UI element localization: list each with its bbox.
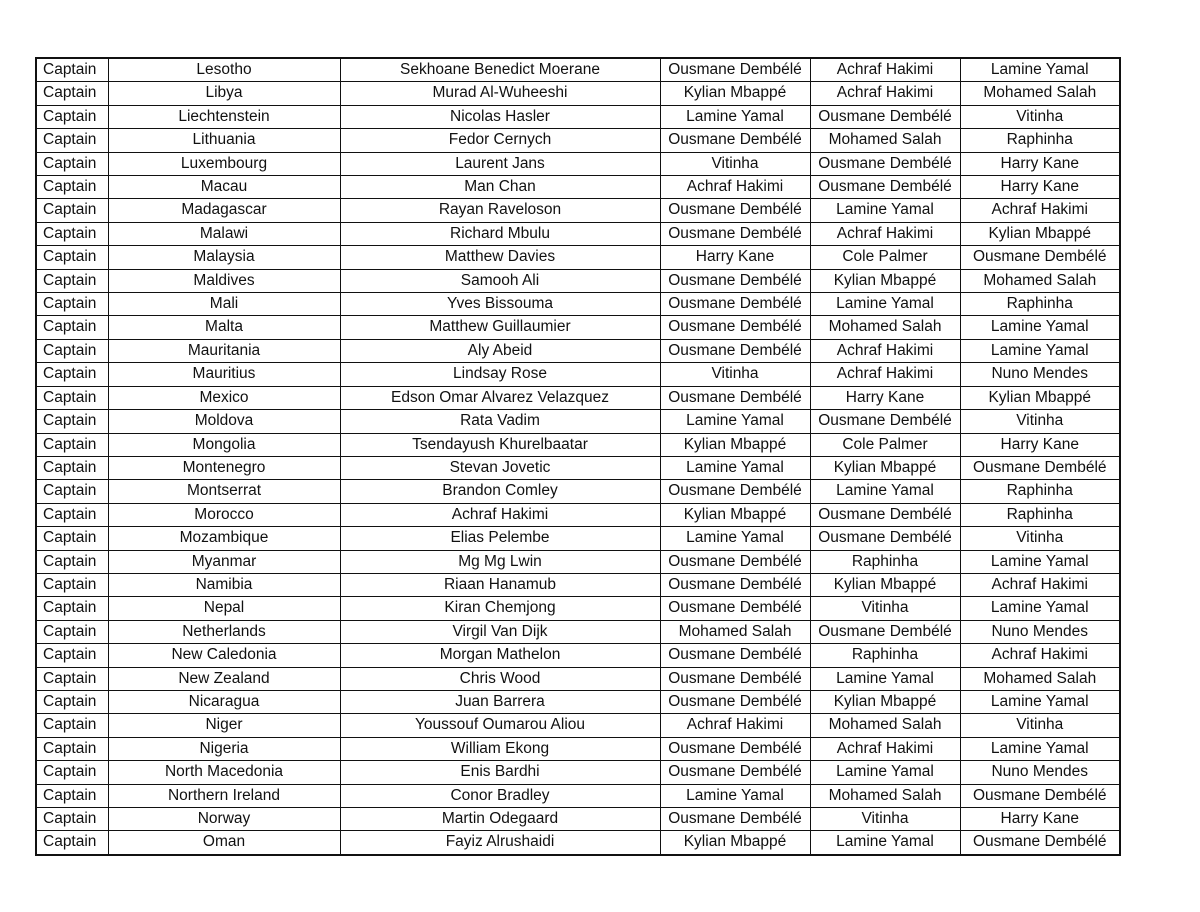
- table-row: [36, 152, 1120, 175]
- first-choice-cell: Lamine Yamal: [660, 105, 810, 128]
- country-cell: Madagascar: [108, 199, 340, 222]
- role-cell: Captain: [36, 105, 108, 128]
- captain-name-cell: Man Chan: [340, 176, 660, 199]
- second-choice-cell: Raphinha: [810, 644, 960, 667]
- role-cell: Captain: [36, 246, 108, 269]
- captain-name-cell: Matthew Guillaumier: [340, 316, 660, 339]
- second-choice-cell: Cole Palmer: [810, 246, 960, 269]
- first-choice-cell: Kylian Mbappé: [660, 831, 810, 855]
- country-cell: Morocco: [108, 503, 340, 526]
- role-cell: Captain: [36, 58, 108, 82]
- table-row: [36, 199, 1120, 222]
- role-cell: Captain: [36, 363, 108, 386]
- first-choice-cell: Ousmane Dembélé: [660, 761, 810, 784]
- role-cell: Captain: [36, 456, 108, 479]
- captain-name-cell: Stevan Jovetic: [340, 456, 660, 479]
- country-cell: New Caledonia: [108, 644, 340, 667]
- third-choice-cell: Ousmane Dembélé: [960, 246, 1120, 269]
- country-cell: Namibia: [108, 573, 340, 596]
- table-row: [36, 597, 1120, 620]
- role-cell: Captain: [36, 644, 108, 667]
- third-choice-cell: Harry Kane: [960, 433, 1120, 456]
- first-choice-cell: Ousmane Dembélé: [660, 480, 810, 503]
- country-cell: Mali: [108, 293, 340, 316]
- first-choice-cell: Ousmane Dembélé: [660, 269, 810, 292]
- role-cell: Captain: [36, 386, 108, 409]
- first-choice-cell: Ousmane Dembélé: [660, 316, 810, 339]
- captain-name-cell: Fedor Cernych: [340, 129, 660, 152]
- third-choice-cell: Harry Kane: [960, 176, 1120, 199]
- first-choice-cell: Ousmane Dembélé: [660, 222, 810, 245]
- role-cell: Captain: [36, 199, 108, 222]
- second-choice-cell: Kylian Mbappé: [810, 690, 960, 713]
- role-cell: Captain: [36, 503, 108, 526]
- third-choice-cell: Mohamed Salah: [960, 269, 1120, 292]
- first-choice-cell: Ousmane Dembélé: [660, 644, 810, 667]
- captain-name-cell: Juan Barrera: [340, 690, 660, 713]
- table-row: [36, 269, 1120, 292]
- votes-table-body: [36, 58, 1120, 855]
- captain-name-cell: Nicolas Hasler: [340, 105, 660, 128]
- country-cell: Oman: [108, 831, 340, 855]
- country-cell: Macau: [108, 176, 340, 199]
- third-choice-cell: Kylian Mbappé: [960, 222, 1120, 245]
- second-choice-cell: Mohamed Salah: [810, 129, 960, 152]
- captain-name-cell: Edson Omar Alvarez Velazquez: [340, 386, 660, 409]
- second-choice-cell: Mohamed Salah: [810, 316, 960, 339]
- table-row: [36, 410, 1120, 433]
- first-choice-cell: Ousmane Dembélé: [660, 573, 810, 596]
- third-choice-cell: Lamine Yamal: [960, 690, 1120, 713]
- first-choice-cell: Achraf Hakimi: [660, 714, 810, 737]
- country-cell: Nigeria: [108, 737, 340, 760]
- third-choice-cell: Vitinha: [960, 714, 1120, 737]
- country-cell: Nepal: [108, 597, 340, 620]
- first-choice-cell: Ousmane Dembélé: [660, 667, 810, 690]
- third-choice-cell: Vitinha: [960, 410, 1120, 433]
- table-row: [36, 737, 1120, 760]
- role-cell: Captain: [36, 690, 108, 713]
- second-choice-cell: Raphinha: [810, 550, 960, 573]
- second-choice-cell: Mohamed Salah: [810, 784, 960, 807]
- second-choice-cell: Vitinha: [810, 597, 960, 620]
- captain-name-cell: Tsendayush Khurelbaatar: [340, 433, 660, 456]
- second-choice-cell: Achraf Hakimi: [810, 82, 960, 105]
- third-choice-cell: Lamine Yamal: [960, 550, 1120, 573]
- second-choice-cell: Achraf Hakimi: [810, 222, 960, 245]
- role-cell: Captain: [36, 761, 108, 784]
- second-choice-cell: Achraf Hakimi: [810, 363, 960, 386]
- captain-name-cell: Martin Odegaard: [340, 808, 660, 831]
- country-cell: Netherlands: [108, 620, 340, 643]
- country-cell: Northern Ireland: [108, 784, 340, 807]
- first-choice-cell: Ousmane Dembélé: [660, 339, 810, 362]
- second-choice-cell: Achraf Hakimi: [810, 339, 960, 362]
- third-choice-cell: Mohamed Salah: [960, 82, 1120, 105]
- third-choice-cell: Lamine Yamal: [960, 737, 1120, 760]
- captain-name-cell: Elias Pelembe: [340, 527, 660, 550]
- table-row: [36, 246, 1120, 269]
- captain-name-cell: Aly Abeid: [340, 339, 660, 362]
- role-cell: Captain: [36, 129, 108, 152]
- table-row: [36, 550, 1120, 573]
- first-choice-cell: Ousmane Dembélé: [660, 690, 810, 713]
- role-cell: Captain: [36, 152, 108, 175]
- second-choice-cell: Cole Palmer: [810, 433, 960, 456]
- country-cell: Montserrat: [108, 480, 340, 503]
- third-choice-cell: Mohamed Salah: [960, 667, 1120, 690]
- country-cell: Nicaragua: [108, 690, 340, 713]
- role-cell: Captain: [36, 737, 108, 760]
- first-choice-cell: Kylian Mbappé: [660, 82, 810, 105]
- second-choice-cell: Lamine Yamal: [810, 667, 960, 690]
- third-choice-cell: Lamine Yamal: [960, 339, 1120, 362]
- first-choice-cell: Ousmane Dembélé: [660, 293, 810, 316]
- captain-name-cell: Chris Wood: [340, 667, 660, 690]
- third-choice-cell: Harry Kane: [960, 808, 1120, 831]
- role-cell: Captain: [36, 410, 108, 433]
- role-cell: Captain: [36, 597, 108, 620]
- table-row: [36, 644, 1120, 667]
- captain-name-cell: Morgan Mathelon: [340, 644, 660, 667]
- table-row: [36, 363, 1120, 386]
- third-choice-cell: Kylian Mbappé: [960, 386, 1120, 409]
- country-cell: Mexico: [108, 386, 340, 409]
- third-choice-cell: Raphinha: [960, 293, 1120, 316]
- country-cell: Mauritania: [108, 339, 340, 362]
- captain-name-cell: Rata Vadim: [340, 410, 660, 433]
- country-cell: Luxembourg: [108, 152, 340, 175]
- country-cell: Mauritius: [108, 363, 340, 386]
- country-cell: Myanmar: [108, 550, 340, 573]
- second-choice-cell: Kylian Mbappé: [810, 456, 960, 479]
- country-cell: Malaysia: [108, 246, 340, 269]
- table-row: [36, 386, 1120, 409]
- third-choice-cell: Raphinha: [960, 480, 1120, 503]
- first-choice-cell: Ousmane Dembélé: [660, 199, 810, 222]
- captain-name-cell: Matthew Davies: [340, 246, 660, 269]
- captain-name-cell: Virgil Van Dijk: [340, 620, 660, 643]
- third-choice-cell: Raphinha: [960, 503, 1120, 526]
- role-cell: Captain: [36, 714, 108, 737]
- country-cell: Niger: [108, 714, 340, 737]
- table-row: [36, 690, 1120, 713]
- table-row: [36, 527, 1120, 550]
- second-choice-cell: Lamine Yamal: [810, 293, 960, 316]
- captain-name-cell: William Ekong: [340, 737, 660, 760]
- role-cell: Captain: [36, 808, 108, 831]
- country-cell: Norway: [108, 808, 340, 831]
- third-choice-cell: Nuno Mendes: [960, 761, 1120, 784]
- third-choice-cell: Lamine Yamal: [960, 316, 1120, 339]
- table-row: [36, 503, 1120, 526]
- third-choice-cell: Lamine Yamal: [960, 597, 1120, 620]
- role-cell: Captain: [36, 480, 108, 503]
- captain-name-cell: Rayan Raveloson: [340, 199, 660, 222]
- captain-name-cell: Kiran Chemjong: [340, 597, 660, 620]
- first-choice-cell: Mohamed Salah: [660, 620, 810, 643]
- first-choice-cell: Vitinha: [660, 363, 810, 386]
- country-cell: Lithuania: [108, 129, 340, 152]
- first-choice-cell: Lamine Yamal: [660, 784, 810, 807]
- captain-name-cell: Murad Al-Wuheeshi: [340, 82, 660, 105]
- third-choice-cell: Ousmane Dembélé: [960, 456, 1120, 479]
- table-row: [36, 714, 1120, 737]
- role-cell: Captain: [36, 550, 108, 573]
- second-choice-cell: Ousmane Dembélé: [810, 410, 960, 433]
- role-cell: Captain: [36, 269, 108, 292]
- table-row: [36, 316, 1120, 339]
- country-cell: Lesotho: [108, 58, 340, 82]
- first-choice-cell: Ousmane Dembélé: [660, 550, 810, 573]
- country-cell: Malawi: [108, 222, 340, 245]
- second-choice-cell: Lamine Yamal: [810, 831, 960, 855]
- role-cell: Captain: [36, 667, 108, 690]
- table-row: [36, 784, 1120, 807]
- captain-name-cell: Conor Bradley: [340, 784, 660, 807]
- captain-name-cell: Lindsay Rose: [340, 363, 660, 386]
- second-choice-cell: Ousmane Dembélé: [810, 152, 960, 175]
- country-cell: Maldives: [108, 269, 340, 292]
- first-choice-cell: Ousmane Dembélé: [660, 597, 810, 620]
- table-row: [36, 667, 1120, 690]
- first-choice-cell: Ousmane Dembélé: [660, 129, 810, 152]
- first-choice-cell: Kylian Mbappé: [660, 503, 810, 526]
- captain-name-cell: Brandon Comley: [340, 480, 660, 503]
- second-choice-cell: Lamine Yamal: [810, 480, 960, 503]
- country-cell: North Macedonia: [108, 761, 340, 784]
- table-row: [36, 293, 1120, 316]
- first-choice-cell: Ousmane Dembélé: [660, 386, 810, 409]
- second-choice-cell: Kylian Mbappé: [810, 573, 960, 596]
- captain-name-cell: Laurent Jans: [340, 152, 660, 175]
- third-choice-cell: Vitinha: [960, 105, 1120, 128]
- table-row: [36, 176, 1120, 199]
- role-cell: Captain: [36, 176, 108, 199]
- country-cell: Malta: [108, 316, 340, 339]
- table-row: [36, 222, 1120, 245]
- second-choice-cell: Ousmane Dembélé: [810, 620, 960, 643]
- voting-sheet: [35, 57, 1119, 856]
- table-row: [36, 480, 1120, 503]
- role-cell: Captain: [36, 293, 108, 316]
- table-row: [36, 456, 1120, 479]
- captain-name-cell: Sekhoane Benedict Moerane: [340, 58, 660, 82]
- table-row: [36, 761, 1120, 784]
- captain-name-cell: Youssouf Oumarou Aliou: [340, 714, 660, 737]
- second-choice-cell: Lamine Yamal: [810, 199, 960, 222]
- first-choice-cell: Lamine Yamal: [660, 410, 810, 433]
- role-cell: Captain: [36, 339, 108, 362]
- second-choice-cell: Lamine Yamal: [810, 761, 960, 784]
- country-cell: Mongolia: [108, 433, 340, 456]
- second-choice-cell: Ousmane Dembélé: [810, 527, 960, 550]
- captain-name-cell: Mg Mg Lwin: [340, 550, 660, 573]
- role-cell: Captain: [36, 620, 108, 643]
- country-cell: Liechtenstein: [108, 105, 340, 128]
- first-choice-cell: Kylian Mbappé: [660, 433, 810, 456]
- role-cell: Captain: [36, 831, 108, 855]
- third-choice-cell: Lamine Yamal: [960, 58, 1120, 82]
- role-cell: Captain: [36, 316, 108, 339]
- third-choice-cell: Raphinha: [960, 129, 1120, 152]
- table-row: [36, 58, 1120, 82]
- second-choice-cell: Harry Kane: [810, 386, 960, 409]
- third-choice-cell: Harry Kane: [960, 152, 1120, 175]
- second-choice-cell: Mohamed Salah: [810, 714, 960, 737]
- third-choice-cell: Ousmane Dembélé: [960, 831, 1120, 855]
- country-cell: Moldova: [108, 410, 340, 433]
- captain-name-cell: Achraf Hakimi: [340, 503, 660, 526]
- table-row: [36, 339, 1120, 362]
- country-cell: Montenegro: [108, 456, 340, 479]
- captain-name-cell: Samooh Ali: [340, 269, 660, 292]
- table-row: [36, 433, 1120, 456]
- table-row: [36, 129, 1120, 152]
- table-row: [36, 573, 1120, 596]
- role-cell: Captain: [36, 527, 108, 550]
- first-choice-cell: Ousmane Dembélé: [660, 737, 810, 760]
- role-cell: Captain: [36, 222, 108, 245]
- table-row: [36, 105, 1120, 128]
- country-cell: Libya: [108, 82, 340, 105]
- second-choice-cell: Ousmane Dembélé: [810, 503, 960, 526]
- second-choice-cell: Achraf Hakimi: [810, 58, 960, 82]
- second-choice-cell: Vitinha: [810, 808, 960, 831]
- votes-table: [35, 57, 1121, 856]
- third-choice-cell: Ousmane Dembélé: [960, 784, 1120, 807]
- country-cell: Mozambique: [108, 527, 340, 550]
- country-cell: New Zealand: [108, 667, 340, 690]
- third-choice-cell: Nuno Mendes: [960, 620, 1120, 643]
- second-choice-cell: Ousmane Dembélé: [810, 105, 960, 128]
- captain-name-cell: Yves Bissouma: [340, 293, 660, 316]
- first-choice-cell: Harry Kane: [660, 246, 810, 269]
- third-choice-cell: Nuno Mendes: [960, 363, 1120, 386]
- captain-name-cell: Enis Bardhi: [340, 761, 660, 784]
- table-row: [36, 831, 1120, 855]
- captain-name-cell: Riaan Hanamub: [340, 573, 660, 596]
- role-cell: Captain: [36, 433, 108, 456]
- captain-name-cell: Fayiz Alrushaidi: [340, 831, 660, 855]
- role-cell: Captain: [36, 784, 108, 807]
- first-choice-cell: Achraf Hakimi: [660, 176, 810, 199]
- second-choice-cell: Kylian Mbappé: [810, 269, 960, 292]
- third-choice-cell: Vitinha: [960, 527, 1120, 550]
- third-choice-cell: Achraf Hakimi: [960, 644, 1120, 667]
- second-choice-cell: Ousmane Dembélé: [810, 176, 960, 199]
- role-cell: Captain: [36, 82, 108, 105]
- captain-name-cell: Richard Mbulu: [340, 222, 660, 245]
- third-choice-cell: Achraf Hakimi: [960, 573, 1120, 596]
- first-choice-cell: Lamine Yamal: [660, 527, 810, 550]
- second-choice-cell: Achraf Hakimi: [810, 737, 960, 760]
- first-choice-cell: Ousmane Dembélé: [660, 58, 810, 82]
- first-choice-cell: Lamine Yamal: [660, 456, 810, 479]
- first-choice-cell: Vitinha: [660, 152, 810, 175]
- first-choice-cell: Ousmane Dembélé: [660, 808, 810, 831]
- role-cell: Captain: [36, 573, 108, 596]
- table-row: [36, 620, 1120, 643]
- table-row: [36, 808, 1120, 831]
- third-choice-cell: Achraf Hakimi: [960, 199, 1120, 222]
- table-row: [36, 82, 1120, 105]
